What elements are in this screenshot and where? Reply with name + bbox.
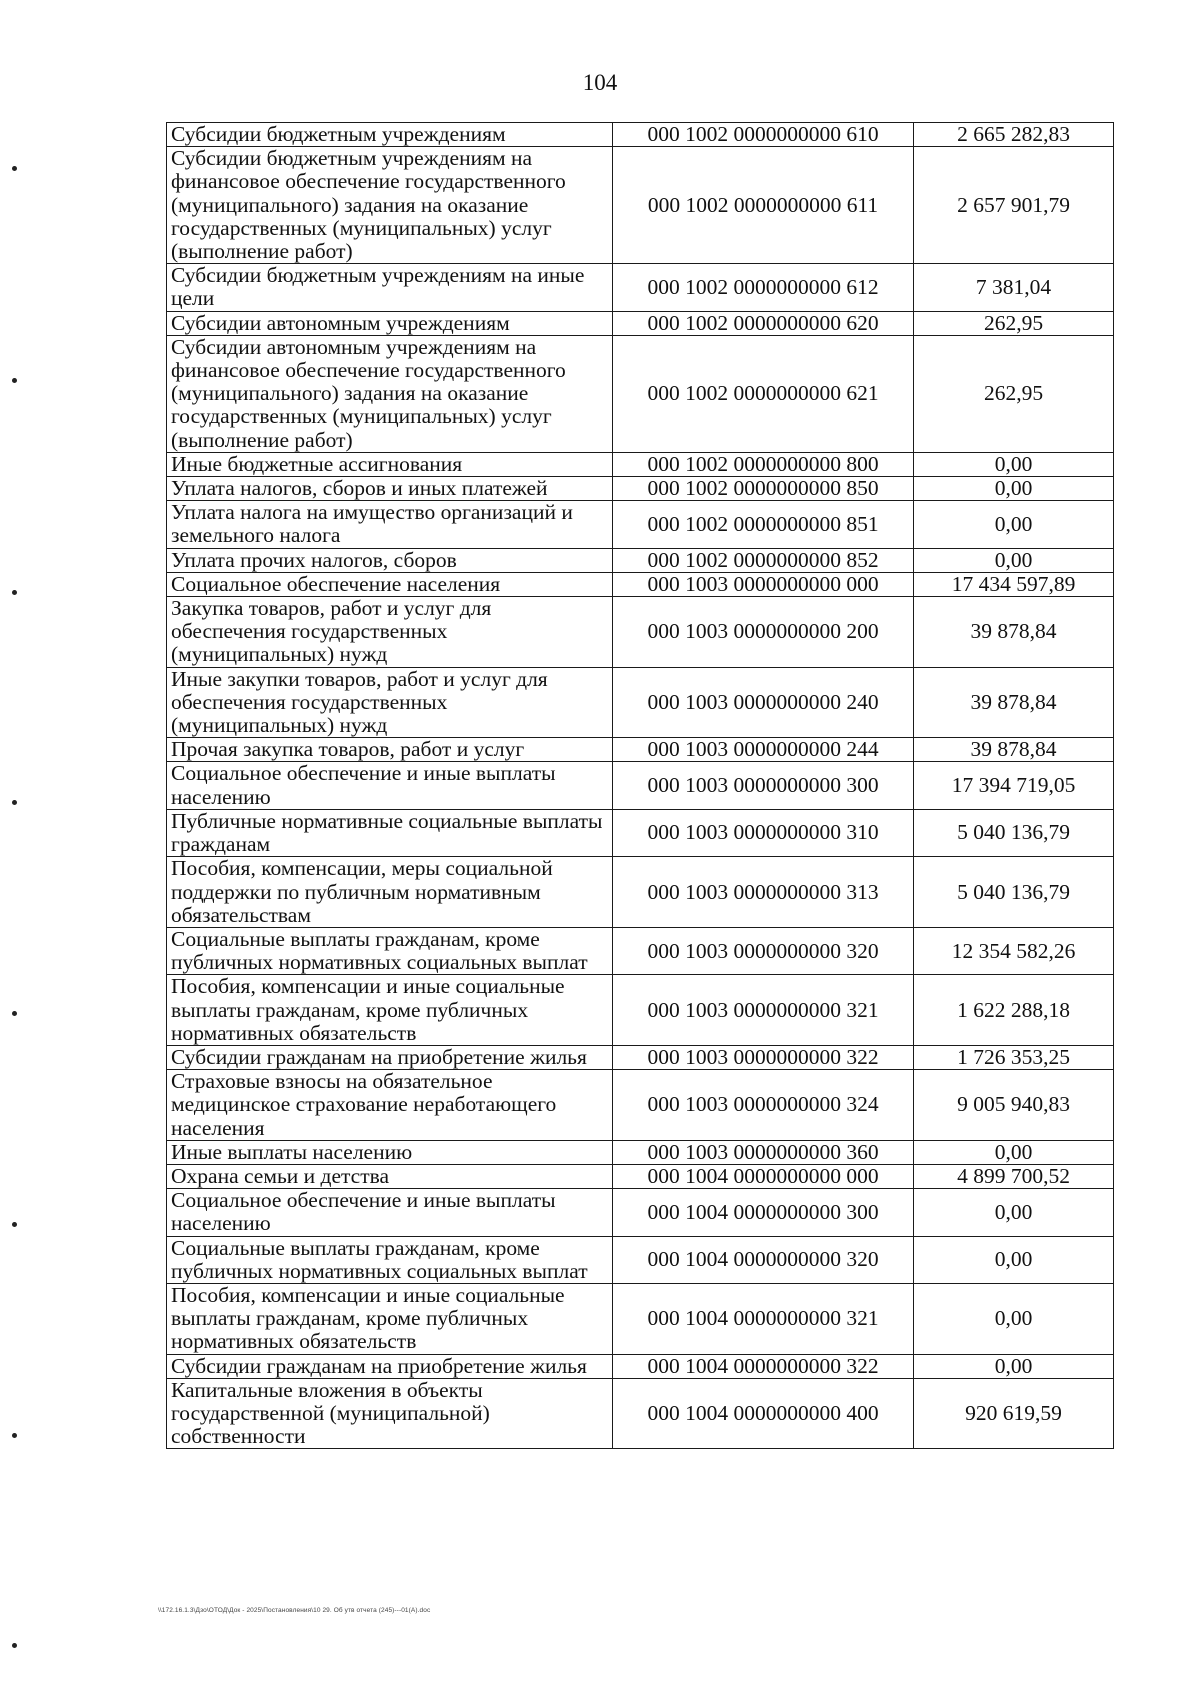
- expense-name-cell: Пособия, компенсации и иные социальные выплаты гражданам, кроме публичных нормативных обязательств: [167, 975, 613, 1046]
- expense-name-cell: Субсидии гражданам на приобретение жилья: [167, 1045, 613, 1069]
- page-number: 104: [582, 70, 618, 95]
- amount-cell: 0,00: [914, 1354, 1114, 1378]
- table-row: [167, 1140, 1114, 1164]
- amount-cell: 262,95: [914, 335, 1114, 452]
- amount-cell: 0,00: [914, 1283, 1114, 1354]
- budget-code-cell: 000 1002 0000000000 611: [613, 147, 914, 264]
- budget-code-cell: 000 1004 0000000000 000: [613, 1164, 914, 1188]
- amount-cell: 39 878,84: [914, 597, 1114, 668]
- expense-name-cell: Иные закупки товаров, работ и услуг для обеспечения государственных (муниципальных) нужд: [167, 667, 613, 738]
- expense-name-cell: Уплата прочих налогов, сборов: [167, 548, 613, 572]
- expense-name-cell: Охрана семьи и детства: [167, 1164, 613, 1188]
- expense-name-cell: Закупка товаров, работ и услуг для обеспечения государственных (муниципальных) нужд: [167, 597, 613, 668]
- table-row: [167, 452, 1114, 476]
- table-row: [167, 1164, 1114, 1188]
- table-row: [167, 572, 1114, 596]
- budget-code-cell: 000 1004 0000000000 300: [613, 1189, 914, 1236]
- amount-cell: 2 657 901,79: [914, 147, 1114, 264]
- budget-code-cell: 000 1002 0000000000 850: [613, 477, 914, 501]
- budget-code-cell: 000 1003 0000000000 321: [613, 975, 914, 1046]
- budget-code-cell: 000 1003 0000000000 244: [613, 738, 914, 762]
- budget-code-cell: 000 1002 0000000000 612: [613, 264, 914, 311]
- table-row: [167, 311, 1114, 335]
- table-row: [167, 1070, 1114, 1141]
- budget-code-cell: 000 1003 0000000000 200: [613, 597, 914, 668]
- amount-cell: 0,00: [914, 1189, 1114, 1236]
- scan-artifact-dot: [12, 1011, 17, 1016]
- amount-cell: 39 878,84: [914, 738, 1114, 762]
- expense-name-cell: Социальные выплаты гражданам, кроме публичных нормативных социальных выплат: [167, 927, 613, 974]
- amount-cell: 7 381,04: [914, 264, 1114, 311]
- expense-name-cell: Прочая закупка товаров, работ и услуг: [167, 738, 613, 762]
- budget-code-cell: 000 1002 0000000000 620: [613, 311, 914, 335]
- table-row: [167, 501, 1114, 548]
- expense-name-cell: Уплата налога на имущество организаций и земельного налога: [167, 501, 613, 548]
- budget-code-cell: 000 1003 0000000000 324: [613, 1070, 914, 1141]
- budget-code-cell: 000 1004 0000000000 320: [613, 1236, 914, 1283]
- budget-code-cell: 000 1002 0000000000 852: [613, 548, 914, 572]
- expense-name-cell: Субсидии автономным учреждениям: [167, 311, 613, 335]
- table-row: [167, 1189, 1114, 1236]
- table-row: [167, 738, 1114, 762]
- amount-cell: 0,00: [914, 477, 1114, 501]
- amount-cell: 39 878,84: [914, 667, 1114, 738]
- budget-code-cell: 000 1004 0000000000 321: [613, 1283, 914, 1354]
- expense-name-cell: Пособия, компенсации, меры социальной поддержки по публичным нормативным обязательствам: [167, 857, 613, 928]
- budget-code-cell: 000 1003 0000000000 000: [613, 572, 914, 596]
- budget-code-cell: 000 1002 0000000000 800: [613, 452, 914, 476]
- table-row: [167, 597, 1114, 668]
- budget-code-cell: 000 1002 0000000000 621: [613, 335, 914, 452]
- amount-cell: 1 726 353,25: [914, 1045, 1114, 1069]
- amount-cell: 9 005 940,83: [914, 1070, 1114, 1141]
- amount-cell: 0,00: [914, 452, 1114, 476]
- table-row: [167, 667, 1114, 738]
- amount-cell: 920 619,59: [914, 1378, 1114, 1449]
- budget-code-cell: 000 1003 0000000000 313: [613, 857, 914, 928]
- budget-code-cell: 000 1004 0000000000 400: [613, 1378, 914, 1449]
- expense-name-cell: Социальные выплаты гражданам, кроме публичных нормативных социальных выплат: [167, 1236, 613, 1283]
- expense-name-cell: Пособия, компенсации и иные социальные выплаты гражданам, кроме публичных нормативных обязательств: [167, 1283, 613, 1354]
- table-row: [167, 477, 1114, 501]
- expense-name-cell: Социальное обеспечение населения: [167, 572, 613, 596]
- budget-code-cell: 000 1003 0000000000 322: [613, 1045, 914, 1069]
- budget-code-cell: 000 1002 0000000000 851: [613, 501, 914, 548]
- expense-name-cell: Иные выплаты населению: [167, 1140, 613, 1164]
- amount-cell: 17 394 719,05: [914, 762, 1114, 809]
- table-row: [167, 1236, 1114, 1283]
- expense-name-cell: Субсидии бюджетным учреждениям на иные цели: [167, 264, 613, 311]
- budget-table-body: [167, 123, 1114, 1449]
- amount-cell: 17 434 597,89: [914, 572, 1114, 596]
- scan-artifact-dot: [12, 1433, 17, 1438]
- expense-name-cell: Субсидии бюджетным учреждениям: [167, 123, 613, 147]
- budget-code-cell: 000 1003 0000000000 240: [613, 667, 914, 738]
- budget-code-cell: 000 1003 0000000000 360: [613, 1140, 914, 1164]
- budget-code-cell: 000 1003 0000000000 320: [613, 927, 914, 974]
- expense-name-cell: Публичные нормативные социальные выплаты гражданам: [167, 809, 613, 856]
- scan-artifact-dot: [12, 800, 17, 805]
- amount-cell: 5 040 136,79: [914, 857, 1114, 928]
- table-row: [167, 975, 1114, 1046]
- expense-name-cell: Субсидии гражданам на приобретение жилья: [167, 1354, 613, 1378]
- budget-code-cell: 000 1004 0000000000 322: [613, 1354, 914, 1378]
- table-row: [167, 809, 1114, 856]
- scan-artifact-dot: [12, 1643, 17, 1648]
- expense-name-cell: Страховые взносы на обязательное медицинское страхование неработающего населения: [167, 1070, 613, 1141]
- budget-code-cell: 000 1003 0000000000 300: [613, 762, 914, 809]
- scan-artifact-dot: [12, 378, 17, 383]
- budget-code-cell: 000 1002 0000000000 610: [613, 123, 914, 147]
- scan-artifact-dot: [12, 1222, 17, 1227]
- expense-name-cell: Субсидии бюджетным учреждениям на финансовое обеспечение государственного (муниципального) задания на оказание государственных (муниципальных) услуг (выполнение работ): [167, 147, 613, 264]
- budget-table: [166, 122, 1114, 1449]
- amount-cell: 0,00: [914, 501, 1114, 548]
- amount-cell: 2 665 282,83: [914, 123, 1114, 147]
- table-row: [167, 1045, 1114, 1069]
- scan-artifact-dot: [12, 166, 17, 171]
- expense-name-cell: Субсидии автономным учреждениям на финансовое обеспечение государственного (муниципального) задания на оказание государственных (муниципальных) услуг (выполнение работ): [167, 335, 613, 452]
- amount-cell: 0,00: [914, 1236, 1114, 1283]
- table-row: [167, 264, 1114, 311]
- table-row: [167, 762, 1114, 809]
- table-row: [167, 1378, 1114, 1449]
- budget-code-cell: 000 1003 0000000000 310: [613, 809, 914, 856]
- table-row: [167, 123, 1114, 147]
- table-row: [167, 927, 1114, 974]
- table-row: [167, 857, 1114, 928]
- amount-cell: 4 899 700,52: [914, 1164, 1114, 1188]
- expense-name-cell: Иные бюджетные ассигнования: [167, 452, 613, 476]
- table-row: [167, 1354, 1114, 1378]
- amount-cell: 0,00: [914, 1140, 1114, 1164]
- file-path-footer: \\172.16.1.3\Дзо\ОТОД\Док - 2025\Постановления\10 29. Об утв отчета (245)---01(А).doc: [158, 1607, 431, 1614]
- expense-name-cell: Социальное обеспечение и иные выплаты населению: [167, 762, 613, 809]
- amount-cell: 12 354 582,26: [914, 927, 1114, 974]
- expense-name-cell: Капитальные вложения в объекты государственной (муниципальной) собственности: [167, 1378, 613, 1449]
- amount-cell: 262,95: [914, 311, 1114, 335]
- amount-cell: 1 622 288,18: [914, 975, 1114, 1046]
- scan-artifact-dot: [12, 590, 17, 595]
- table-row: [167, 1283, 1114, 1354]
- expense-name-cell: Уплата налогов, сборов и иных платежей: [167, 477, 613, 501]
- table-row: [167, 335, 1114, 452]
- table-row: [167, 548, 1114, 572]
- expense-name-cell: Социальное обеспечение и иные выплаты населению: [167, 1189, 613, 1236]
- amount-cell: 5 040 136,79: [914, 809, 1114, 856]
- amount-cell: 0,00: [914, 548, 1114, 572]
- table-row: [167, 147, 1114, 264]
